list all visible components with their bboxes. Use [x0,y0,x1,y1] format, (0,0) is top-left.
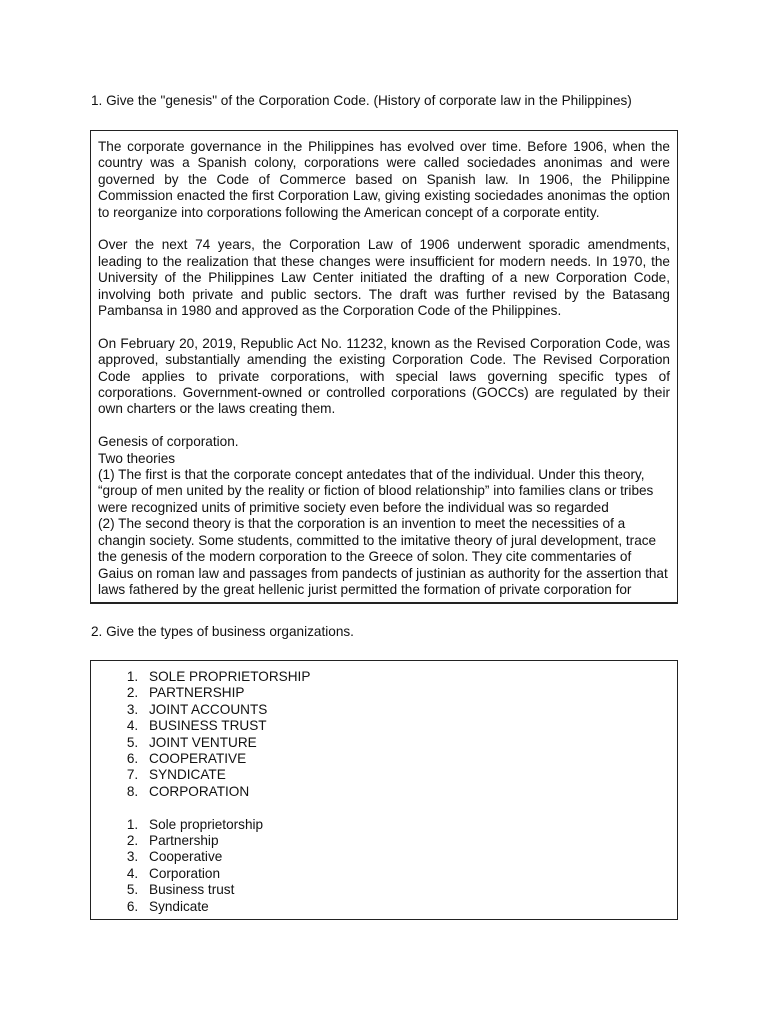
list-item: 7. SYNDICATE [142,767,670,783]
theory-1: (1) The first is that the corporate concept antedates that of the individual. Under this theory, “group of men united by the reality or fiction of blood relationship” into families clans or tribes were recognized units of primitive society even before the individual was so regarded [98,467,654,515]
list-item: 4. Corporation [142,866,670,882]
two-theories-label: Two theories [98,450,176,466]
business-types-list-uppercase [98,669,670,800]
list-item: 1. Sole proprietorship [142,817,670,833]
list-item: 6. COOPERATIVE [142,751,670,767]
genesis-heading: Genesis of corporation. [98,434,239,450]
list-item: 5. JOINT VENTURE [142,735,670,751]
list-item: 2. Partnership [142,833,670,849]
list-item: 8. CORPORATION [142,784,670,800]
list-item: 1. SOLE PROPRIETORSHIP [142,669,670,685]
answer-paragraph-3: On February 20, 2019, Republic Act No. 11232, known as the Revised Corporation Code, was approved, substantially amending the existing Corporation Code. The Revised Corporation Code applies to private corporations, with special laws governing specific types of corporations. Government-owned or controlled corporations (GOCCs) are regulated by their own charters or the laws creating them. [98,335,670,417]
business-types-list-titlecase [98,817,670,915]
answer-box-1 [90,130,678,604]
list-item: 3. JOINT ACCOUNTS [142,702,670,718]
list-item: 3. Cooperative [142,849,670,865]
theory-2: (2) The second theory is that the corporation is an invention to meet the necessities of a changin society. Some students, committed to the imitative theory of jural development, trace the genesis of the modern corporation to the Greece of solon. They cite commentaries of Gaius on roman law and passages from pandects of justinian as authority for the assertion that laws fathered by the great hellenic jurist permitted the formation of private corporation for [98,516,668,597]
question-1: 1. Give the "genesis" of the Corporation Code. (History of corporate law in the Philippines) [91,93,632,108]
answer-paragraph-1: The corporate governance in the Philippines has evolved over time. Before 1906, when the country was a Spanish colony, corporations were called sociedades anonimas and were governed by the Code of Commerce based on Spanish law. In 1906, the Philippine Commission enacted the first Corporation Law, giving existing sociedades anonimas the option to reorganize into corporations following the American concept of a corporate entity. [98,139,670,220]
list-item: 6. Syndicate [142,899,670,915]
question-2: 2. Give the types of business organizations. [91,624,354,639]
answer-paragraph-2: Over the next 74 years, the Corporation Law of 1906 underwent sporadic amendments, leading to the realization that these changes were insufficient for modern needs. In 1970, the University of the Philippines Law Center initiated the drafting of a new Corporation Code, involving both private and public sectors. The draft was further revised by the Batasang Pambansa in 1980 and approved as the Corporation Code of the Philippines. [98,237,670,319]
list-item: 4. BUSINESS TRUST [142,718,670,734]
list-item: 2. PARTNERSHIP [142,685,670,701]
answer-box-2 [90,660,678,920]
list-item: 5. Business trust [142,882,670,898]
